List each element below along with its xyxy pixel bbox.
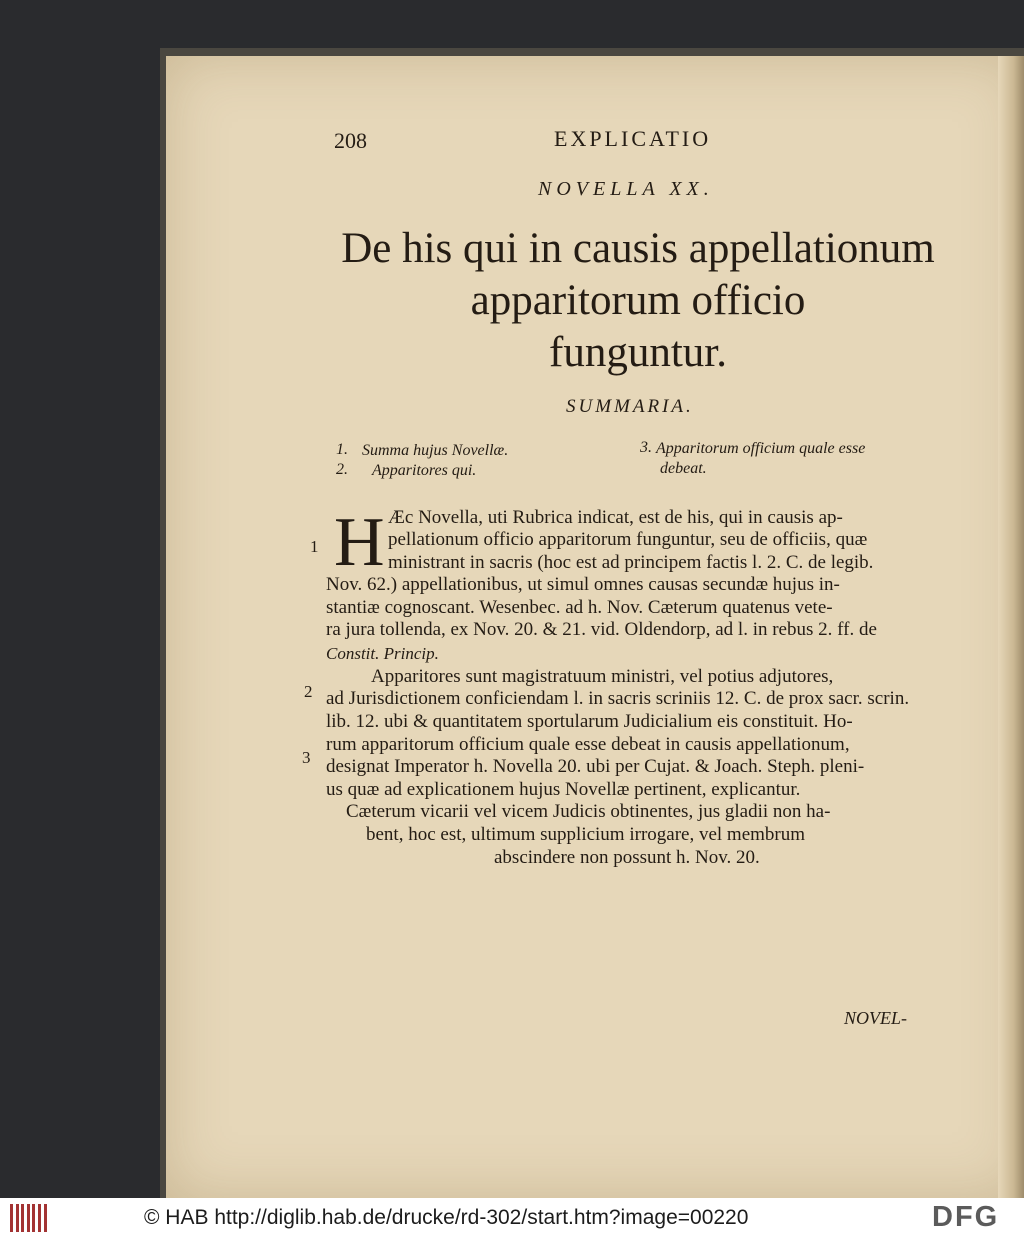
summary-item-3: Apparitorum officium quale esse bbox=[656, 440, 866, 457]
p1-line-5: stantiæ cognoscant. Wesenbec. ad h. Nov. Cæterum quatenus vete- bbox=[326, 597, 833, 618]
p1-line-1: Æc Novella, uti Rubrica indicat, est de his, qui in causis ap- bbox=[388, 507, 843, 528]
summary-item-1: Summa hujus Novellæ. bbox=[362, 442, 509, 459]
p2-line-7: Cæterum vicarii vel vicem Judicis obtinentes, jus gladii non ha- bbox=[346, 801, 831, 822]
hab-barcode-icon[interactable] bbox=[10, 1204, 48, 1232]
page-gutter bbox=[998, 56, 1024, 1198]
novella-heading: NOVELLA XX. bbox=[538, 178, 714, 200]
p2-line-8: bent, hoc est, ultimum supplicium irrogare, vel membrum bbox=[366, 824, 806, 845]
p1-line-3: ministrant in sacris (hoc est ad principem factis l. 2. C. de legib. bbox=[388, 552, 874, 573]
footer-bar bbox=[0, 1198, 1024, 1238]
summary-number-3: 3. bbox=[640, 439, 652, 456]
page-number: 208 bbox=[334, 128, 367, 153]
p2-line-2: ad Jurisdictionem conficiendam l. in sacris scriniis 12. C. de prox sacr. scrin. bbox=[326, 688, 910, 709]
summary-number-2: 2. bbox=[336, 461, 348, 478]
p2-line-4: rum apparitorum officium quale esse debeat in causis appellationum, bbox=[326, 734, 850, 755]
title-line-2: apparitorum officio bbox=[470, 277, 806, 324]
p2-line-1: Apparitores sunt magistratuum ministri, vel potius adjutores, bbox=[371, 666, 834, 687]
catchword: NOVEL- bbox=[844, 1008, 907, 1028]
p2-line-9: abscindere non possunt h. Nov. 20. bbox=[494, 847, 760, 868]
title-line-1: De his qui in causis appellationum bbox=[341, 225, 935, 272]
title-line-3: funguntur. bbox=[549, 329, 727, 376]
copyright-url[interactable]: © HAB http://diglib.hab.de/drucke/rd-302/start.htm?image=00220 bbox=[144, 1206, 749, 1229]
margin-number-3: 3 bbox=[302, 748, 311, 767]
summary-item-2: Apparitores qui. bbox=[372, 462, 477, 479]
p2-line-6: us quæ ad explicationem hujus Novellæ pertinent, explicantur. bbox=[326, 779, 801, 800]
p1-line-4: Nov. 62.) appellationibus, ut simul omnes causas secundæ hujus in- bbox=[326, 574, 840, 595]
drop-cap: H bbox=[334, 504, 385, 581]
book-page bbox=[166, 56, 1024, 1198]
running-title: EXPLICATIO bbox=[554, 126, 712, 151]
dfg-logo[interactable]: DFG bbox=[932, 1201, 1000, 1233]
p1-line-6: ra jura tollenda, ex Nov. 20. & 21. vid. Oldendorp, ad l. in rebus 2. ff. de bbox=[326, 619, 877, 640]
summary-number-1: 1. bbox=[336, 441, 348, 458]
p2-line-5: designat Imperator h. Novella 20. ubi per Cujat. & Joach. Steph. pleni- bbox=[326, 756, 865, 777]
p2-line-3: lib. 12. ubi & quantitatem sportularum Judicialium eis constituit. Ho- bbox=[326, 711, 853, 732]
summaria-heading: SUMMARIA. bbox=[566, 396, 694, 417]
summary-item-3-cont: debeat. bbox=[660, 460, 707, 477]
margin-number-2: 2 bbox=[304, 682, 313, 701]
margin-number-1: 1 bbox=[310, 537, 319, 556]
p1-line-2: pellationum officio apparitorum funguntur, seu de officiis, quæ bbox=[388, 529, 868, 550]
p1-line-7: Constit. Princip. bbox=[326, 644, 439, 663]
